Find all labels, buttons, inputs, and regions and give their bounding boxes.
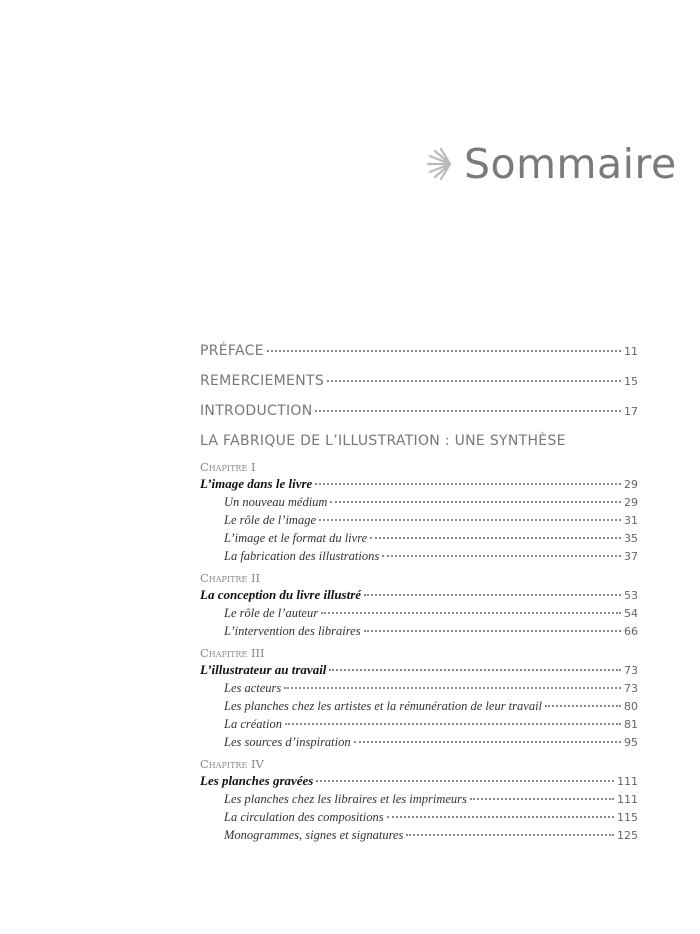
section-entry[interactable]: [200, 511, 638, 529]
entry-label: L’image dans le livre: [200, 476, 313, 491]
section-entry[interactable]: [200, 529, 638, 547]
dot-leader: [387, 816, 614, 818]
page-number: 73: [624, 682, 638, 695]
dot-leader: [364, 594, 621, 596]
section-entry[interactable]: [200, 826, 638, 844]
dot-leader: [406, 834, 614, 836]
entry-label: PRÉFACE: [200, 343, 264, 359]
toc-entry[interactable]: [200, 396, 638, 426]
entry-label: La conception du livre illustré: [200, 587, 362, 602]
table-of-contents: [200, 336, 638, 844]
section-entry[interactable]: [200, 697, 638, 715]
page-number: 29: [624, 496, 638, 509]
dot-leader: [285, 723, 621, 725]
dot-leader: [330, 501, 621, 503]
entry-label: Les planches gravées: [200, 773, 314, 788]
page-title: Sommaire: [464, 140, 677, 188]
entry-label: La circulation des compositions: [224, 810, 384, 824]
entry-label: REMERCIEMENTS: [200, 373, 325, 389]
chapter-label: Chapitre I: [200, 460, 256, 474]
dot-leader: [315, 410, 621, 412]
dot-leader: [329, 669, 621, 671]
chapter-title-entry[interactable]: [200, 772, 638, 790]
page-number: 66: [624, 625, 638, 638]
chapter-title-entry[interactable]: [200, 475, 638, 493]
entry-label: INTRODUCTION: [200, 403, 313, 419]
entry-label: Le rôle de l’auteur: [224, 606, 319, 620]
dot-leader: [319, 519, 621, 521]
entry-label: Les planches chez les libraires et les imprimeurs: [224, 792, 467, 806]
dot-leader: [364, 630, 621, 632]
entry-label: L’illustrateur au travail: [200, 662, 327, 677]
page-number: 115: [617, 811, 638, 824]
page-number: 111: [617, 775, 638, 788]
page-number: 111: [617, 793, 638, 806]
toc-entry[interactable]: [200, 366, 638, 396]
chapter-title-entry[interactable]: [200, 661, 638, 679]
shell-icon: [422, 147, 456, 181]
dot-leader: [316, 780, 614, 782]
chapter-label: Chapitre II: [200, 571, 261, 585]
entry-label: Le rôle de l’image: [224, 513, 316, 527]
dot-leader: [284, 687, 621, 689]
page-number: 11: [624, 345, 638, 358]
page-number: 80: [624, 700, 638, 713]
page-number: 73: [624, 664, 638, 677]
chapter-label: Chapitre III: [200, 646, 265, 660]
section-entry[interactable]: [200, 808, 638, 826]
section-entry[interactable]: [200, 622, 638, 640]
page-number: 125: [617, 829, 638, 842]
page-number: 53: [624, 589, 638, 602]
section-entry[interactable]: [200, 733, 638, 751]
section-entry[interactable]: [200, 679, 638, 697]
dot-leader: [315, 483, 621, 485]
entry-label: Les acteurs: [224, 681, 282, 695]
section-entry[interactable]: [200, 493, 638, 511]
section-entry[interactable]: [200, 547, 638, 565]
page-number: 31: [624, 514, 638, 527]
entry-label: La fabrication des illustrations: [224, 549, 380, 563]
chapter-title-entry[interactable]: [200, 586, 638, 604]
entry-label: L’image et le format du livre: [224, 531, 368, 545]
entry-label: Un nouveau médium: [224, 495, 328, 509]
page-number: 15: [624, 375, 638, 388]
dot-leader: [470, 798, 614, 800]
dot-leader: [327, 380, 621, 382]
section-entry[interactable]: [200, 604, 638, 622]
page-number: 37: [624, 550, 638, 563]
dot-leader: [545, 705, 621, 707]
entry-label: La création: [224, 717, 282, 731]
chapter-label: Chapitre IV: [200, 757, 264, 771]
dot-leader: [370, 537, 621, 539]
dot-leader: [382, 555, 621, 557]
page-number: 29: [624, 478, 638, 491]
entry-label: Les sources d’inspiration: [224, 735, 351, 749]
dot-leader: [267, 350, 621, 352]
entry-label: Les planches chez les artistes et la rémunération de leur travail: [224, 699, 543, 713]
toc-entry[interactable]: [200, 336, 638, 366]
page-number: 54: [624, 607, 638, 620]
dot-leader: [321, 612, 621, 614]
section-entry[interactable]: [200, 790, 638, 808]
page-number: 95: [624, 736, 638, 749]
page-number: 17: [624, 405, 638, 418]
part-title: LA FABRIQUE DE L’ILLUSTRATION : UNE SYNTHÈSE: [200, 433, 566, 449]
page-number: 35: [624, 532, 638, 545]
page-number: 81: [624, 718, 638, 731]
dot-leader: [354, 741, 621, 743]
entry-label: Monogrammes, signes et signatures: [224, 828, 404, 842]
entry-label: L’intervention des libraires: [224, 624, 361, 638]
page-title-block: [422, 140, 677, 188]
section-entry[interactable]: [200, 715, 638, 733]
